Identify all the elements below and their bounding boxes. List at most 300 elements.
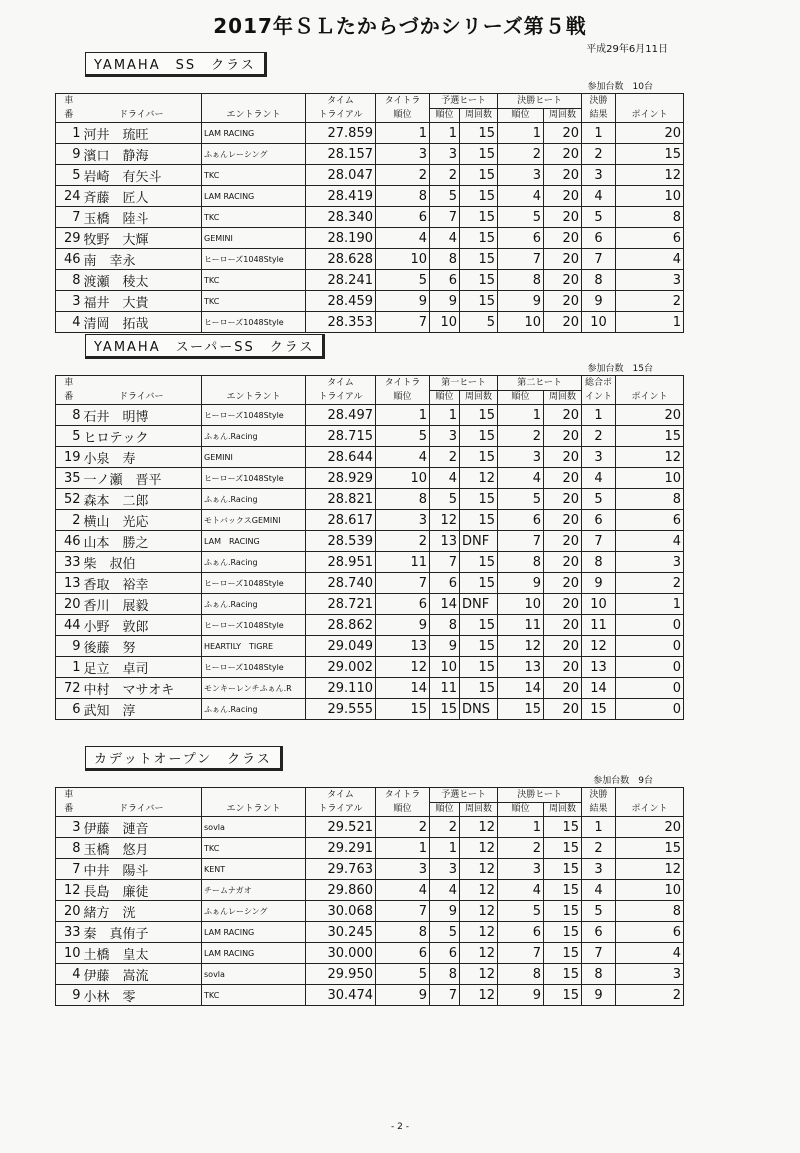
points: 6 [616, 922, 684, 943]
driver-name: 岩崎 有矢斗 [82, 165, 202, 186]
header-driver: ドライバー [82, 788, 202, 817]
trial-rank: 7 [376, 312, 430, 333]
driver-name: 香取 裕幸 [82, 573, 202, 594]
heat1-laps: 15 [460, 165, 498, 186]
heat1-laps: 15 [460, 573, 498, 594]
heat2-rank: 7 [498, 531, 544, 552]
heat1-rank: 5 [430, 186, 460, 207]
points: 2 [616, 291, 684, 312]
heat2-laps: 15 [544, 985, 582, 1006]
table-row [56, 699, 684, 720]
driver-name: 石井 明博 [82, 405, 202, 426]
table-row [56, 270, 684, 291]
heat1-laps: 15 [460, 510, 498, 531]
trial-rank: 5 [376, 270, 430, 291]
points: 15 [616, 144, 684, 165]
table-row [56, 573, 684, 594]
heat1-rank: 1 [430, 405, 460, 426]
car-number: 35 [56, 468, 82, 489]
table-row [56, 405, 684, 426]
final-result: 1 [582, 405, 616, 426]
points: 1 [616, 312, 684, 333]
heat1-laps: 5 [460, 312, 498, 333]
table-row [56, 678, 684, 699]
table-row [56, 291, 684, 312]
trial-time: 28.157 [306, 144, 376, 165]
table-row [56, 165, 684, 186]
final-result: 6 [582, 510, 616, 531]
final-result: 13 [582, 657, 616, 678]
trial-time: 28.929 [306, 468, 376, 489]
trial-time: 29.555 [306, 699, 376, 720]
car-number: 7 [56, 207, 82, 228]
header-title: タイトラ [376, 788, 430, 803]
heat2-laps: 20 [544, 405, 582, 426]
driver-name: 中村 マサオキ [82, 678, 202, 699]
heat2-laps: 20 [544, 657, 582, 678]
trial-rank: 6 [376, 207, 430, 228]
trial-rank: 3 [376, 510, 430, 531]
trial-rank: 9 [376, 291, 430, 312]
car-number: 3 [56, 291, 82, 312]
heat1-rank: 10 [430, 657, 460, 678]
driver-name: 南 幸永 [82, 249, 202, 270]
car-number: 5 [56, 165, 82, 186]
trial-rank: 3 [376, 859, 430, 880]
entrant-name: ふぁん.Racing [202, 426, 306, 447]
header-no: 車 [56, 94, 82, 109]
entrant-name: ふぁん.Racing [202, 699, 306, 720]
driver-name: 玉橋 陸斗 [82, 207, 202, 228]
car-number: 9 [56, 985, 82, 1006]
entrant-name: ふぁんレーシング [202, 144, 306, 165]
table-row [56, 144, 684, 165]
heat1-laps: 12 [460, 468, 498, 489]
car-number: 4 [56, 964, 82, 985]
heat2-laps: 20 [544, 312, 582, 333]
car-number: 44 [56, 615, 82, 636]
points: 6 [616, 510, 684, 531]
page-title: 2017年ＳＬたからづかシリーズ第５戦 [213, 14, 587, 38]
heat2-rank: 5 [498, 901, 544, 922]
header-title: タイトラ [376, 376, 430, 391]
trial-time: 28.241 [306, 270, 376, 291]
entrant-name: ふぁん.Racing [202, 552, 306, 573]
header-heat2-laps: 周回数 [544, 803, 582, 817]
final-result: 3 [582, 165, 616, 186]
final-result: 7 [582, 531, 616, 552]
heat1-laps: 15 [460, 186, 498, 207]
final-result: 8 [582, 552, 616, 573]
section-yamaha-ss [55, 52, 683, 333]
trial-time: 30.068 [306, 901, 376, 922]
table-row [56, 964, 684, 985]
header-title-bottom: 順位 [376, 109, 430, 123]
entrant-name: TKC [202, 270, 306, 291]
header-points: ポイント [616, 803, 684, 817]
header-points-top [616, 376, 684, 391]
heat1-rank: 4 [430, 468, 460, 489]
header-title-bottom: 順位 [376, 803, 430, 817]
driver-name: ヒロテック [82, 426, 202, 447]
header-heat2: 決勝ヒート [498, 94, 582, 109]
trial-rank: 11 [376, 552, 430, 573]
entrant-name: TKC [202, 207, 306, 228]
heat1-laps: 15 [460, 657, 498, 678]
heat2-laps: 20 [544, 489, 582, 510]
header-time: タイム [306, 376, 376, 391]
header-time-bottom: トライアル [306, 803, 376, 817]
heat1-rank: 9 [430, 291, 460, 312]
driver-name: 柴 叔伯 [82, 552, 202, 573]
table-row [56, 510, 684, 531]
header-heat1: 予選ヒート [430, 94, 498, 109]
heat1-laps: 12 [460, 838, 498, 859]
entrant-name: チームナガオ [202, 880, 306, 901]
heat1-laps: 12 [460, 964, 498, 985]
heat2-laps: 20 [544, 573, 582, 594]
table-row [56, 207, 684, 228]
header-result: 決勝 [582, 788, 616, 803]
class-title: YAMAHA スーパーSS クラス [85, 334, 325, 359]
heat2-rank: 2 [498, 838, 544, 859]
heat2-laps: 20 [544, 594, 582, 615]
trial-rank: 12 [376, 657, 430, 678]
table-row [56, 985, 684, 1006]
heat2-rank: 10 [498, 594, 544, 615]
header-points: ポイント [616, 391, 684, 405]
trial-rank: 1 [376, 838, 430, 859]
final-result: 7 [582, 249, 616, 270]
driver-name: 玉橋 悠月 [82, 838, 202, 859]
table-row [56, 859, 684, 880]
heat1-laps: 15 [460, 615, 498, 636]
heat2-rank: 3 [498, 165, 544, 186]
header-title: タイトラ [376, 94, 430, 109]
header-heat1-rank: 順位 [430, 391, 460, 405]
driver-name: 緒方 洸 [82, 901, 202, 922]
points: 4 [616, 249, 684, 270]
event-date: 平成29年6月11日 [586, 44, 668, 55]
heat2-rank: 8 [498, 964, 544, 985]
entrant-name: HEARTILY TIGRE [202, 636, 306, 657]
header-result-bottom: 結果 [582, 109, 616, 123]
heat1-rank: 8 [430, 615, 460, 636]
driver-name: 中井 陽斗 [82, 859, 202, 880]
points: 0 [616, 678, 684, 699]
points: 12 [616, 447, 684, 468]
trial-rank: 6 [376, 943, 430, 964]
entrant-name: ふぁん.Racing [202, 489, 306, 510]
final-result: 4 [582, 468, 616, 489]
header-entrant: エントラント [202, 788, 306, 817]
final-result: 7 [582, 943, 616, 964]
table-row [56, 123, 684, 144]
participant-count: 参加台数 10台 [587, 82, 653, 92]
trial-time: 28.459 [306, 291, 376, 312]
trial-rank: 14 [376, 678, 430, 699]
driver-name: 一ノ瀬 晋平 [82, 468, 202, 489]
heat2-laps: 20 [544, 165, 582, 186]
points: 12 [616, 859, 684, 880]
heat2-laps: 20 [544, 291, 582, 312]
driver-name: 山本 勝之 [82, 531, 202, 552]
heat2-rank: 12 [498, 636, 544, 657]
trial-time: 28.617 [306, 510, 376, 531]
results-table [55, 375, 684, 720]
heat1-laps: 12 [460, 922, 498, 943]
points: 0 [616, 699, 684, 720]
entrant-name: ヒーローズ1048Style [202, 657, 306, 678]
trial-time: 29.110 [306, 678, 376, 699]
points: 8 [616, 207, 684, 228]
heat1-laps: 15 [460, 207, 498, 228]
heat2-laps: 20 [544, 468, 582, 489]
driver-name: 清岡 拓哉 [82, 312, 202, 333]
header-time-bottom: トライアル [306, 109, 376, 123]
table-row [56, 249, 684, 270]
heat1-laps: 15 [460, 636, 498, 657]
trial-rank: 3 [376, 144, 430, 165]
points: 0 [616, 636, 684, 657]
car-number: 33 [56, 922, 82, 943]
final-result: 5 [582, 901, 616, 922]
driver-name: 河井 琉旺 [82, 123, 202, 144]
final-result: 5 [582, 489, 616, 510]
heat1-laps: 15 [460, 144, 498, 165]
points: 3 [616, 964, 684, 985]
heat2-laps: 20 [544, 615, 582, 636]
heat1-laps: 15 [460, 123, 498, 144]
header-no-bottom: 番 [56, 391, 82, 405]
header-heat1-rank: 順位 [430, 803, 460, 817]
entrant-name: sovla [202, 817, 306, 838]
trial-rank: 8 [376, 489, 430, 510]
trial-rank: 2 [376, 531, 430, 552]
heat2-laps: 20 [544, 510, 582, 531]
heat1-rank: 10 [430, 312, 460, 333]
heat2-rank: 11 [498, 615, 544, 636]
points: 3 [616, 270, 684, 291]
entrant-name: ヒーローズ1048Style [202, 405, 306, 426]
points: 20 [616, 123, 684, 144]
entrant-name: ヒーローズ1048Style [202, 312, 306, 333]
header-heat2-rank: 順位 [498, 109, 544, 123]
header-time: タイム [306, 788, 376, 803]
heat1-rank: 3 [430, 144, 460, 165]
final-result: 1 [582, 817, 616, 838]
entrant-name: TKC [202, 838, 306, 859]
car-number: 19 [56, 447, 82, 468]
results-table [55, 787, 684, 1006]
header-heat2: 決勝ヒート [498, 788, 582, 803]
points: 10 [616, 468, 684, 489]
heat2-laps: 20 [544, 447, 582, 468]
trial-rank: 2 [376, 165, 430, 186]
car-number: 3 [56, 817, 82, 838]
points: 0 [616, 657, 684, 678]
trial-time: 29.049 [306, 636, 376, 657]
heat1-laps: 12 [460, 901, 498, 922]
final-result: 6 [582, 922, 616, 943]
header-no: 車 [56, 376, 82, 391]
trial-rank: 9 [376, 615, 430, 636]
entrant-name: sovla [202, 964, 306, 985]
table-row [56, 922, 684, 943]
header-result: 総合ポ [582, 376, 616, 391]
heat1-laps: 12 [460, 859, 498, 880]
heat2-rank: 15 [498, 699, 544, 720]
table-row [56, 312, 684, 333]
trial-rank: 7 [376, 573, 430, 594]
heat1-rank: 14 [430, 594, 460, 615]
table-row [56, 636, 684, 657]
heat2-laps: 15 [544, 901, 582, 922]
heat2-laps: 15 [544, 817, 582, 838]
heat2-rank: 1 [498, 123, 544, 144]
points: 2 [616, 573, 684, 594]
table-row [56, 426, 684, 447]
heat2-laps: 20 [544, 123, 582, 144]
heat1-laps: 15 [460, 426, 498, 447]
heat1-laps: 12 [460, 817, 498, 838]
heat2-rank: 4 [498, 880, 544, 901]
heat1-laps: 15 [460, 270, 498, 291]
trial-rank: 6 [376, 594, 430, 615]
car-number: 12 [56, 880, 82, 901]
entrant-name: ヒーローズ1048Style [202, 615, 306, 636]
section-yamaha-super-ss [55, 334, 683, 720]
section-cadet-open [55, 746, 683, 1006]
trial-time: 28.340 [306, 207, 376, 228]
points: 10 [616, 880, 684, 901]
final-result: 3 [582, 859, 616, 880]
class-title: カデットオープン クラス [85, 746, 283, 771]
heat1-laps: 12 [460, 943, 498, 964]
final-result: 6 [582, 228, 616, 249]
heat1-rank: 9 [430, 636, 460, 657]
heat2-laps: 15 [544, 943, 582, 964]
points: 8 [616, 489, 684, 510]
driver-name: 足立 卓司 [82, 657, 202, 678]
trial-time: 28.628 [306, 249, 376, 270]
heat2-rank: 2 [498, 426, 544, 447]
heat2-rank: 7 [498, 943, 544, 964]
heat2-rank: 9 [498, 573, 544, 594]
trial-time: 28.821 [306, 489, 376, 510]
car-number: 20 [56, 594, 82, 615]
heat2-rank: 6 [498, 228, 544, 249]
heat2-laps: 20 [544, 207, 582, 228]
car-number: 9 [56, 144, 82, 165]
driver-name: 小泉 寿 [82, 447, 202, 468]
trial-time: 30.474 [306, 985, 376, 1006]
header-driver: ドライバー [82, 94, 202, 123]
header-heat1-laps: 周回数 [460, 109, 498, 123]
table-row [56, 468, 684, 489]
entrant-name: ヒーローズ1048Style [202, 468, 306, 489]
heat1-rank: 2 [430, 447, 460, 468]
car-number: 2 [56, 510, 82, 531]
driver-name: 後藤 努 [82, 636, 202, 657]
final-result: 8 [582, 964, 616, 985]
heat2-rank: 8 [498, 270, 544, 291]
trial-time: 29.860 [306, 880, 376, 901]
points: 4 [616, 943, 684, 964]
heat1-rank: 7 [430, 985, 460, 1006]
heat2-rank: 3 [498, 859, 544, 880]
entrant-name: TKC [202, 985, 306, 1006]
header-result: 決勝 [582, 94, 616, 109]
car-number: 8 [56, 838, 82, 859]
heat2-laps: 15 [544, 880, 582, 901]
trial-time: 29.521 [306, 817, 376, 838]
car-number: 5 [56, 426, 82, 447]
final-result: 12 [582, 636, 616, 657]
points: 1 [616, 594, 684, 615]
trial-time: 30.245 [306, 922, 376, 943]
heat2-laps: 20 [544, 186, 582, 207]
heat1-rank: 1 [430, 838, 460, 859]
heat1-laps: 15 [460, 447, 498, 468]
heat1-rank: 9 [430, 901, 460, 922]
final-result: 1 [582, 123, 616, 144]
points: 6 [616, 228, 684, 249]
header-result-bottom: イント [582, 391, 616, 405]
heat1-rank: 4 [430, 880, 460, 901]
heat2-laps: 15 [544, 859, 582, 880]
trial-time: 28.721 [306, 594, 376, 615]
header-points: ポイント [616, 109, 684, 123]
header-heat1: 第一ヒート [430, 376, 498, 391]
trial-time: 28.862 [306, 615, 376, 636]
heat1-rank: 6 [430, 943, 460, 964]
participant-count: 参加台数 9台 [593, 776, 653, 786]
header-points-top [616, 94, 684, 109]
trial-time: 30.000 [306, 943, 376, 964]
trial-rank: 8 [376, 922, 430, 943]
driver-name: 伊藤 嵩流 [82, 964, 202, 985]
heat2-rank: 14 [498, 678, 544, 699]
driver-name: 香川 展毅 [82, 594, 202, 615]
car-number: 52 [56, 489, 82, 510]
car-number: 8 [56, 270, 82, 291]
trial-time: 28.715 [306, 426, 376, 447]
car-number: 10 [56, 943, 82, 964]
trial-rank: 15 [376, 699, 430, 720]
entrant-name: ヒーローズ1048Style [202, 249, 306, 270]
car-number: 6 [56, 699, 82, 720]
trial-time: 28.951 [306, 552, 376, 573]
heat1-laps: 15 [460, 291, 498, 312]
table-row [56, 531, 684, 552]
car-number: 20 [56, 901, 82, 922]
table-row [56, 901, 684, 922]
entrant-name: LAM RACING [202, 531, 306, 552]
heat2-laps: 20 [544, 270, 582, 291]
heat2-rank: 8 [498, 552, 544, 573]
heat2-rank: 1 [498, 405, 544, 426]
heat1-rank: 15 [430, 699, 460, 720]
trial-time: 28.353 [306, 312, 376, 333]
final-result: 2 [582, 838, 616, 859]
final-result: 4 [582, 880, 616, 901]
heat2-rank: 2 [498, 144, 544, 165]
entrant-name: ふぁん.Racing [202, 594, 306, 615]
trial-time: 29.291 [306, 838, 376, 859]
header-heat2: 第二ヒート [498, 376, 582, 391]
heat1-laps: 15 [460, 405, 498, 426]
